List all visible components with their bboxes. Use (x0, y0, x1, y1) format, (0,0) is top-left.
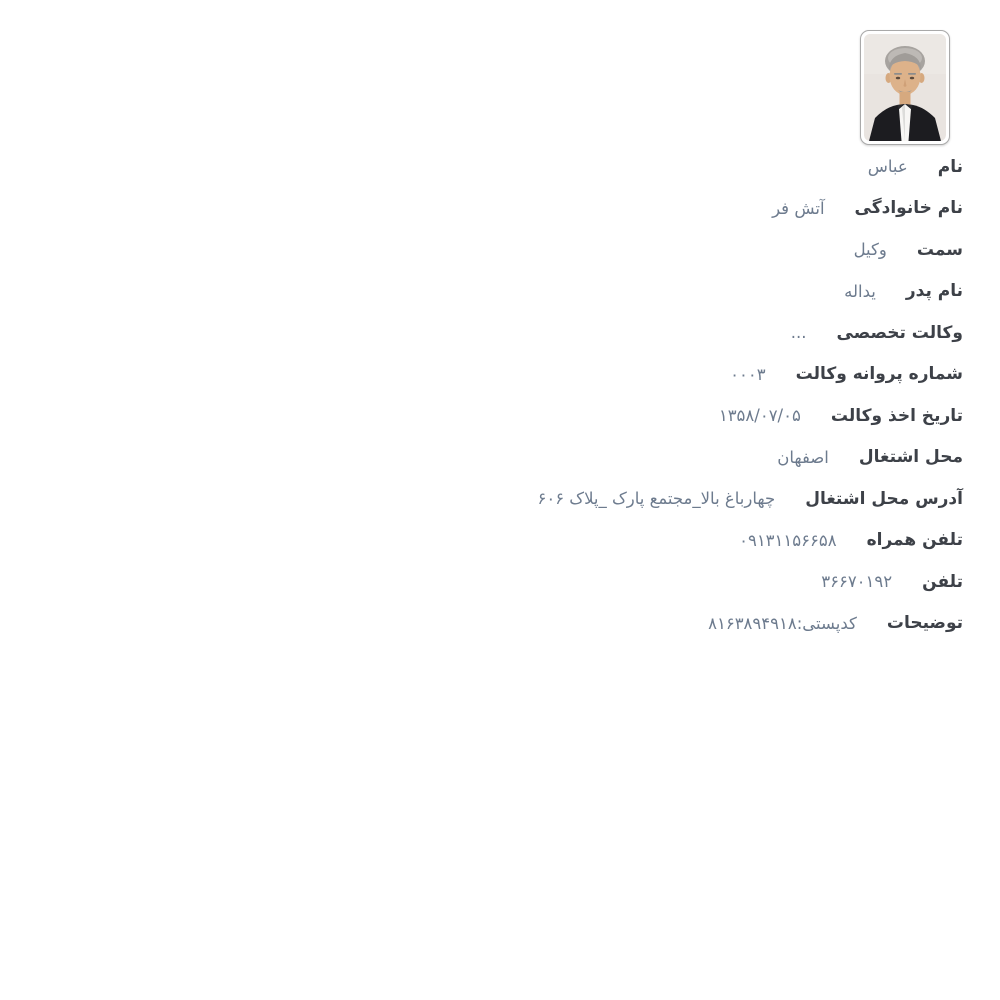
field-label: نام خانوادگی (854, 198, 963, 219)
field-row-mobile (0, 520, 963, 562)
profile-fields (0, 146, 963, 644)
field-row-phone (0, 561, 963, 603)
field-row-license-date (0, 395, 963, 437)
field-label: شماره پروانه وکالت (795, 364, 963, 385)
field-value: عباس (867, 157, 908, 177)
field-label: نام پدر (905, 281, 963, 302)
field-row-position (0, 229, 963, 271)
field-label: تاریخ اخذ وکالت (830, 405, 963, 426)
field-label: محل اشتغال (858, 447, 963, 468)
field-row-license-number (0, 354, 963, 396)
field-value: ۱۳۵۸/۰۷/۰۵ (718, 406, 801, 426)
field-label: وکالت تخصصی (836, 322, 963, 343)
field-label: تلفن همراه (866, 530, 963, 551)
field-value: ... (790, 323, 807, 343)
profile-photo (860, 30, 950, 145)
field-value: آتش فر (772, 198, 825, 218)
field-value: ۳۶۶۷۰۱۹۲ (821, 572, 893, 592)
field-label: نام (937, 156, 963, 177)
field-label: توضیحات (886, 613, 963, 634)
field-label: سمت (916, 239, 963, 260)
field-row-specialty (0, 312, 963, 354)
field-value: وکیل (853, 240, 887, 260)
field-row-father-name (0, 271, 963, 313)
field-value: کدپستی:۸۱۶۳۸۹۴۹۱۸ (708, 613, 857, 633)
field-value: چهارباغ بالا_مجتمع پارک _پلاک ۶۰۶ (537, 489, 776, 509)
field-value: ۰۰۰۳ (730, 364, 766, 384)
field-row-lastname (0, 188, 963, 230)
field-row-work-address (0, 478, 963, 520)
field-value: یداله (844, 281, 876, 301)
field-label: آدرس محل اشتغال (805, 488, 963, 509)
field-value: ۰۹۱۳۱۱۵۶۶۵۸ (739, 530, 837, 550)
field-row-name (0, 146, 963, 188)
portrait-image (864, 34, 946, 141)
field-value: اصفهان (777, 447, 829, 467)
field-row-work-city (0, 437, 963, 479)
field-label: تلفن (922, 571, 963, 592)
field-row-notes (0, 603, 963, 645)
